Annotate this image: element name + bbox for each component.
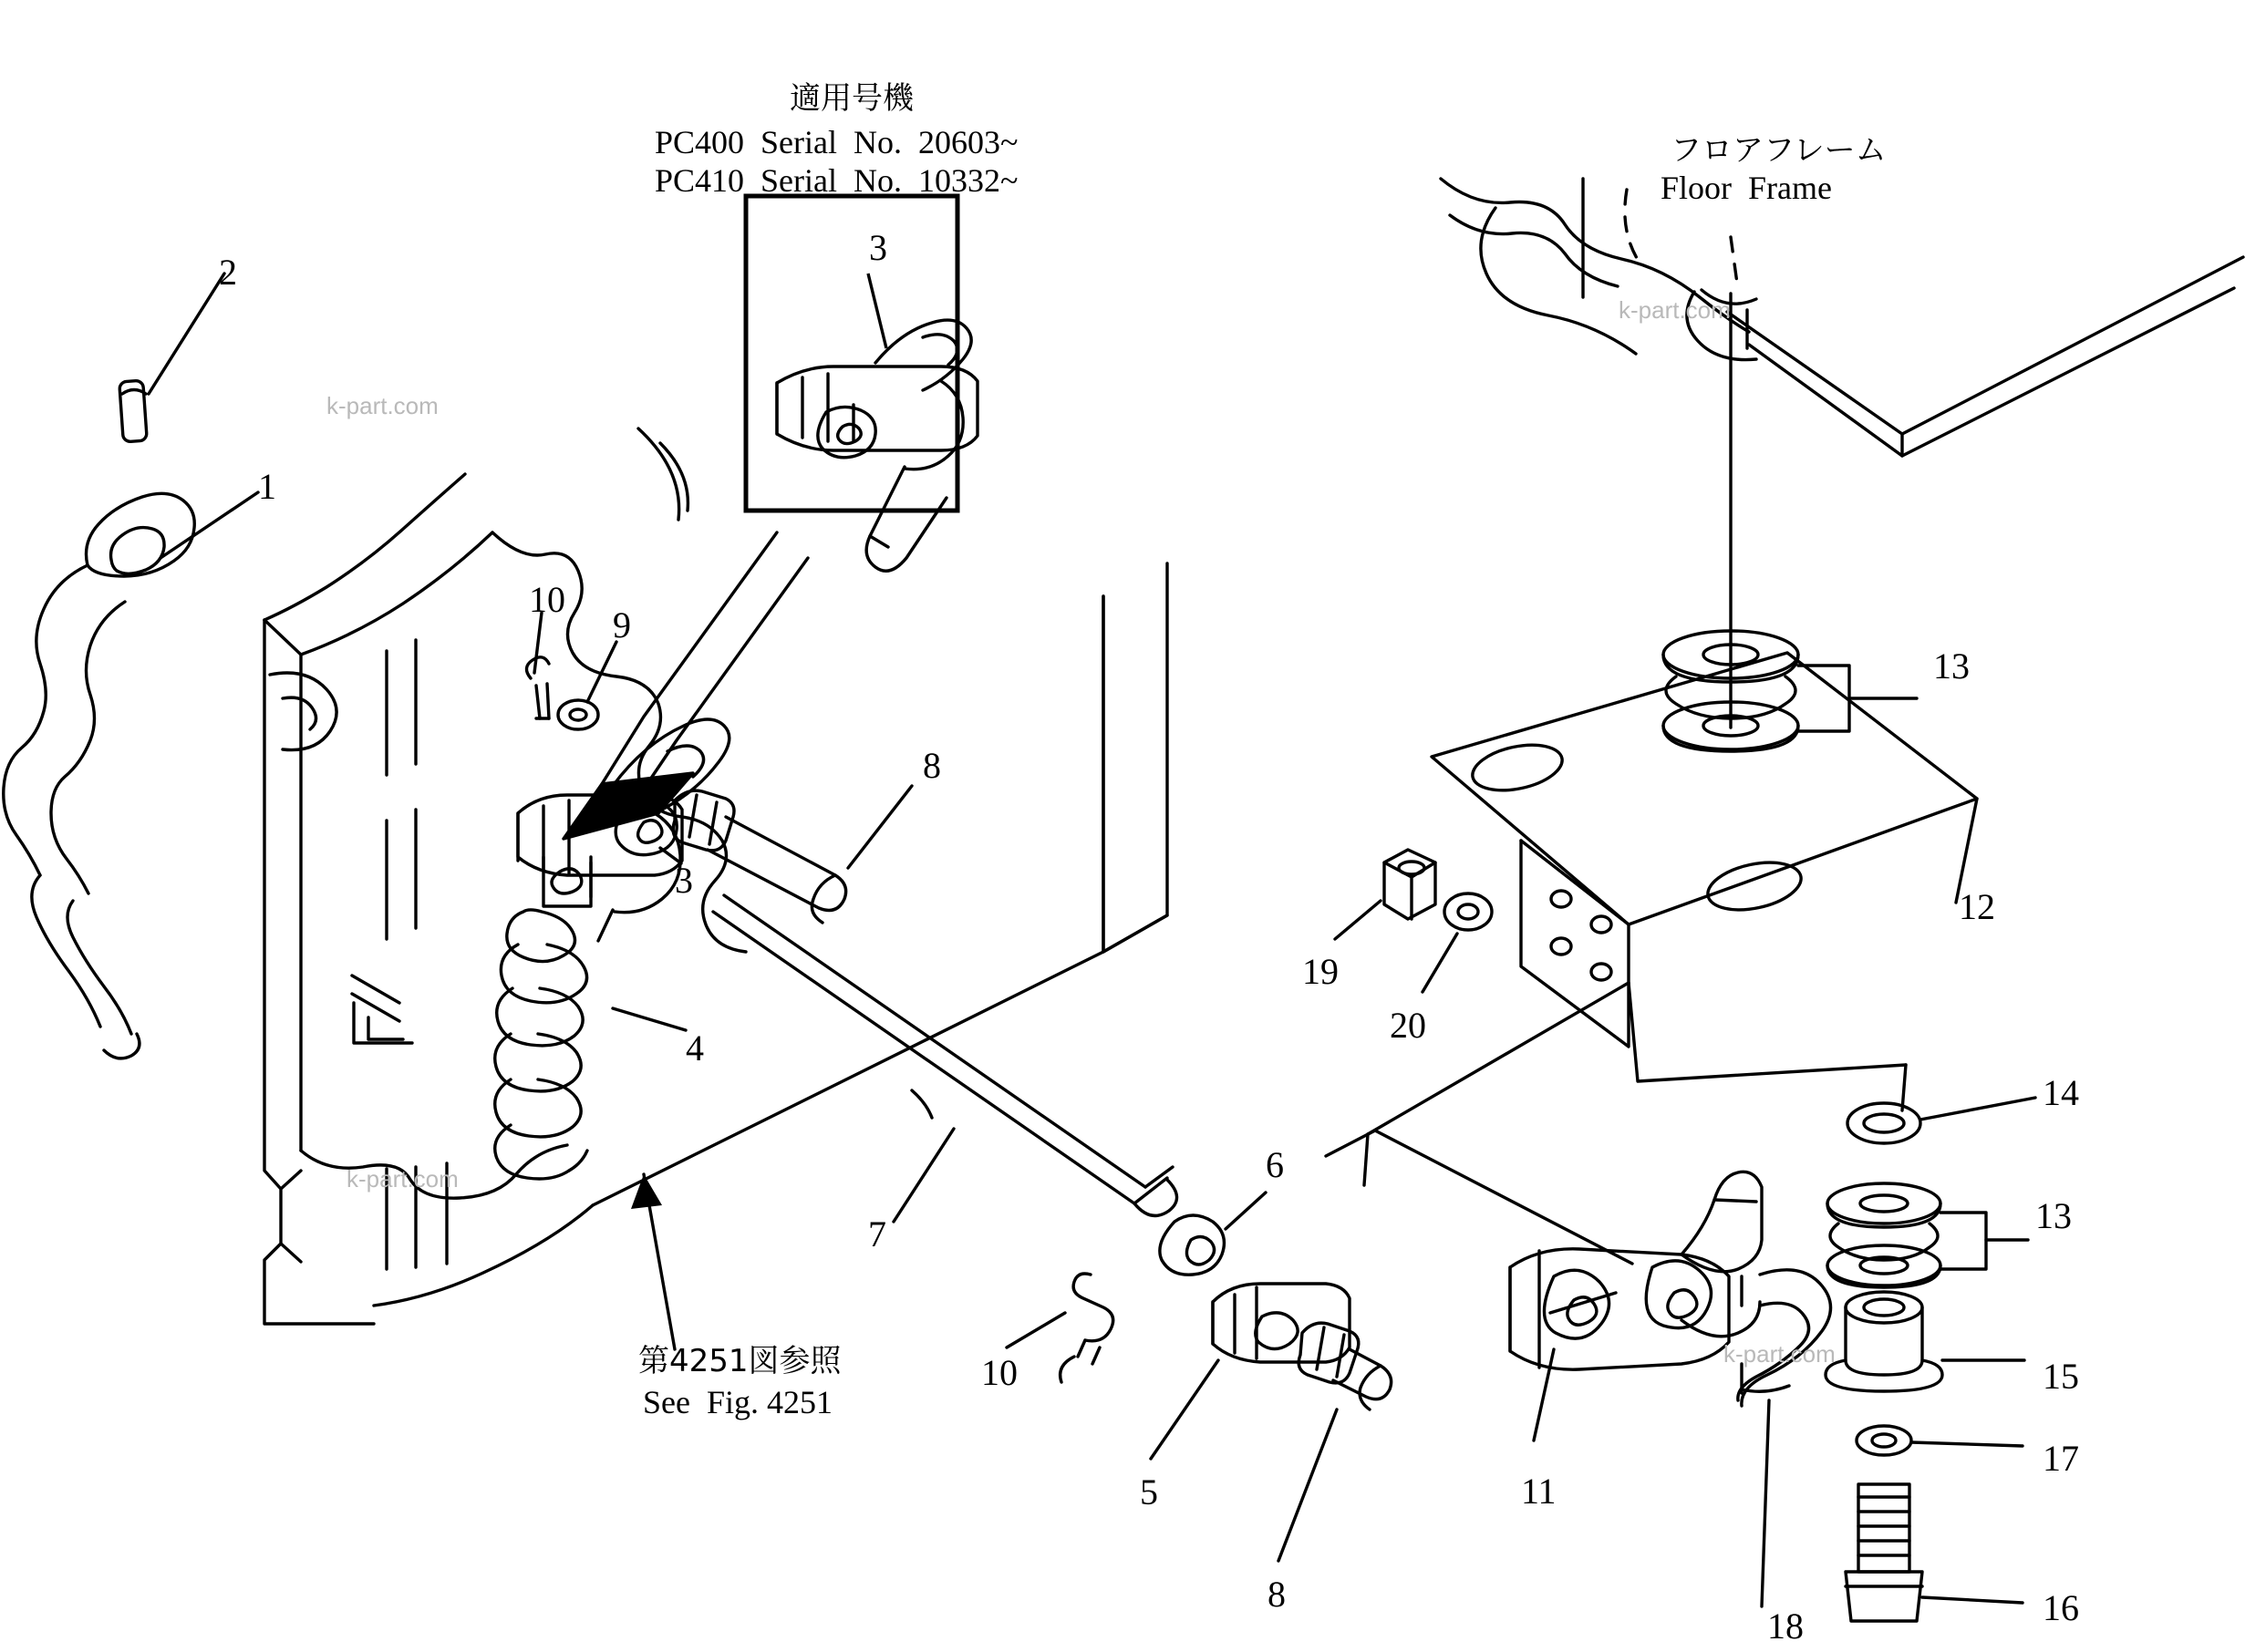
- watermark: k-part.com: [326, 392, 439, 419]
- callout-5: 5: [1140, 1471, 1158, 1513]
- callout-3: 3: [675, 860, 693, 901]
- callout-8-lower: 8: [1268, 1574, 1286, 1615]
- watermark: k-part.com: [347, 1165, 459, 1193]
- part-14-o-ring: [1847, 1098, 2035, 1143]
- callout-10-upper: 10: [529, 579, 565, 620]
- part-10-cotter-pin-lower: [1007, 1274, 1113, 1382]
- callout-1: 1: [258, 466, 276, 507]
- part-18-hose: [1738, 1270, 1831, 1606]
- callout-9: 9: [613, 604, 631, 645]
- part-2-pin: [119, 274, 224, 442]
- callout-13-top: 13: [1933, 645, 1970, 687]
- callout-6: 6: [1266, 1144, 1284, 1185]
- serial-line-pc410: PC410 Serial No. 10332~: [655, 162, 1019, 199]
- part-19-nut: [1335, 850, 1435, 939]
- callout-15: 15: [2043, 1356, 2079, 1397]
- floor-plate-assembly: [264, 428, 1167, 1349]
- applicable-machines-jp: 適用号機: [790, 80, 914, 117]
- floor-frame-en: Floor Frame: [1661, 170, 1832, 206]
- part-1-handle: [4, 492, 258, 1058]
- see-fig-jp: 第4251図参照: [638, 1343, 842, 1379]
- callout-18: 18: [1767, 1606, 1804, 1647]
- part-16-bolt: [1846, 1484, 2023, 1621]
- callout-2: 2: [219, 252, 237, 293]
- part-17-washer-small: [1857, 1426, 2023, 1455]
- part-9-washer: [558, 642, 616, 729]
- callout-11: 11: [1521, 1471, 1557, 1512]
- callout-7: 7: [868, 1213, 886, 1254]
- callout-20: 20: [1390, 1005, 1426, 1046]
- inset-detail-3: [564, 320, 978, 839]
- part-5-yoke: [1151, 1284, 1350, 1459]
- callout-19: 19: [1302, 951, 1339, 992]
- part-4-spring: [495, 910, 686, 1179]
- callout-8-upper: 8: [923, 745, 941, 786]
- floor-frame-jp: フロアフレーム: [1671, 132, 1887, 169]
- see-fig-en: See Fig. 4251: [643, 1384, 833, 1420]
- callout-12: 12: [1959, 886, 1995, 927]
- callout-14: 14: [2043, 1072, 2079, 1113]
- part-13-bushing-top: [1663, 631, 1917, 751]
- part-3-bellcrank: [518, 719, 729, 941]
- watermark: k-part.com: [1619, 296, 1731, 324]
- part-15-collar: [1826, 1292, 2024, 1391]
- part-20-washer: [1423, 893, 1492, 992]
- part-12-bracket-plate: [1364, 653, 1977, 1185]
- part-13-bushing-bottom: [1827, 1183, 2028, 1287]
- serial-line-pc400: PC400 Serial No. 20603~: [655, 124, 1019, 160]
- callout-10-lower: 10: [981, 1352, 1018, 1393]
- watermark: k-part.com: [1723, 1340, 1836, 1368]
- part-11-valve-body: [1326, 1131, 1762, 1440]
- part-7-rod: [713, 895, 1177, 1222]
- callout-13-bottom: 13: [2035, 1195, 2072, 1236]
- callout-4: 4: [686, 1027, 704, 1069]
- callout-16: 16: [2043, 1587, 2079, 1628]
- part-8-bolt-upper: [673, 786, 912, 923]
- part-10-cotter-pin-upper: [526, 613, 549, 718]
- callout-17: 17: [2043, 1438, 2079, 1479]
- floor-frame: [1441, 179, 2243, 728]
- callout-3-inset: 3: [869, 227, 887, 268]
